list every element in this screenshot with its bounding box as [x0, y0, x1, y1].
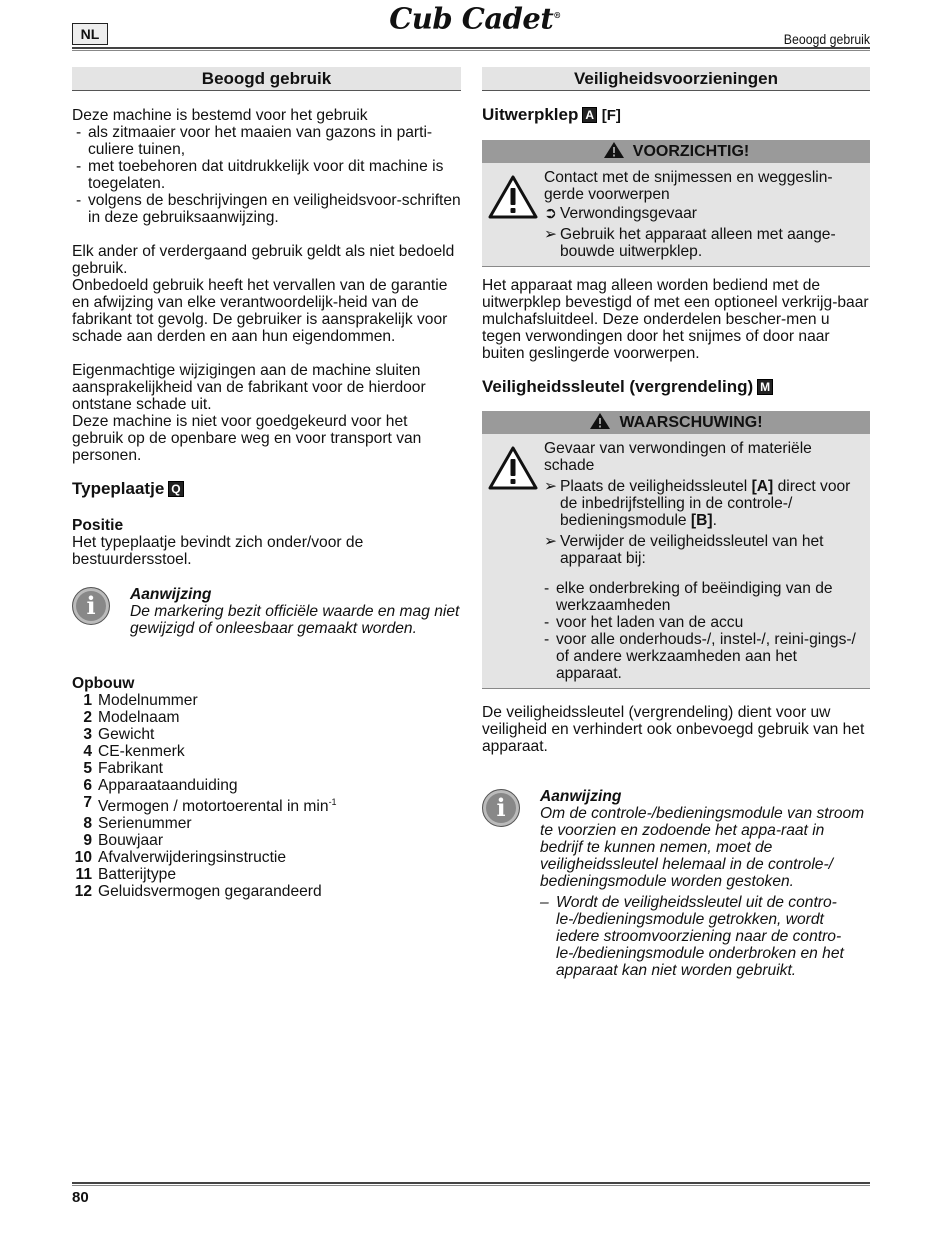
- header-rule: [72, 47, 870, 49]
- chevron-right-icon: ➢: [544, 533, 558, 550]
- list-item: 1 Modelnummer: [83, 692, 198, 709]
- header-section-title: Beoogd gebruik: [783, 31, 870, 47]
- chevron-right-icon: ➢: [544, 226, 558, 243]
- caution-box: [482, 140, 870, 267]
- warning-triangle-icon: [603, 141, 625, 159]
- caution-body: [482, 163, 870, 266]
- language-badge: NL: [72, 23, 108, 45]
- list-item: 12 Geluidsvermogen gegarandeerd: [74, 883, 322, 901]
- list-item: - als zitmaaier voor het maaien van gazons in parti-culiere tuinen,: [72, 124, 461, 158]
- typeplate-heading: Typeplaatje Q: [72, 479, 461, 499]
- warning-text: Gevaar van verwondingen of materiële schade: [544, 440, 812, 474]
- right-column: [482, 67, 870, 979]
- note-dash-item: – Wordt de veiligheidssleutel uit de contro-le-/bedieningsmodule getrokken, wordt iedere stroomvoorziening naar de contro-le-/bedieningsmodule onderbroken en het apparaat kan niet worden gebruikt.: [540, 894, 870, 979]
- note-text: Om de controle-/bedieningsmodule van stroom te voorzien en zodoende het appa-raat in bedrijf te kunnen nemen, moet de veiligheidssleutel helemaal in de controle-/ bedieningsmodule worden gestoken.: [540, 805, 865, 890]
- list-item: - met toebehoren dat uitdrukkelijk voor dit machine is toegelaten.: [72, 158, 461, 192]
- footer-rule-thin: [72, 1185, 870, 1186]
- list-item: - voor alle onderhouds-/, instel-/, reini-gings-/ of andere werkzaamheden aan het apparaat.: [544, 631, 864, 682]
- list-item: 6 Apparaataanduiding: [83, 777, 238, 794]
- position-heading: Positie: [72, 517, 124, 534]
- left-column: [72, 67, 461, 900]
- intro-text: Deze machine is bestemd voor het gebruik: [72, 107, 368, 124]
- paragraph: Eigenmachtige wijzigingen aan de machine sluiten aansprakelijkheid van de fabrikant voor de hierdoor ontstane schade uit.: [72, 362, 426, 413]
- warning-header: WAARSCHUWING!: [482, 411, 870, 434]
- warning-action: ➢ Verwijder de veiligheidssleutel van het apparaat bij:: [544, 533, 824, 567]
- paragraph: Elk ander of verdergaand gebruik geldt als niet bedoeld gebruik.: [72, 243, 455, 277]
- caution-header: VOORZICHTIG!: [482, 140, 870, 163]
- warning-sub-list: [544, 580, 864, 682]
- figure-ref-badge: Q: [168, 481, 183, 497]
- flap-text: Het apparaat mag alleen worden bediend met de uitwerpklep bevestigd of met een optioneel verkrijg-baar mulchafsluitdeel. Deze onderdelen bescher-men u tegen verwondingen door het snijmes of door naar buiten geslingerde voorwerpen.: [482, 277, 869, 362]
- info-icon: i: [482, 789, 520, 827]
- note-title: Aanwijzing: [540, 788, 622, 805]
- warning-action: ➢ Plaats de veiligheidssleutel [A] direct voor de inbedrijfstelling in de controle-/ bedieningsmodule [B].: [544, 478, 851, 529]
- list-item: 10 Afvalverwijderingsinstructie: [74, 849, 287, 867]
- section-title-safety: Veiligheidsvoorzieningen: [482, 67, 870, 91]
- structure-list: [72, 692, 461, 900]
- key-text: De veiligheidssleutel (vergrendeling) dient voor uw veiligheid en verhindert ook onbevoegd gebruik van het apparaat.: [482, 704, 865, 755]
- intended-use-list: [72, 124, 461, 226]
- warning-body: [482, 434, 870, 688]
- list-item: 9 Bouwjaar: [83, 832, 164, 850]
- section-title-intended-use: Beoogd gebruik: [72, 67, 461, 91]
- note-text: De markering bezit officiële waarde en mag niet gewijzigd of onleesbaar gemaakt worden.: [130, 603, 460, 637]
- footer-rule: [72, 1182, 870, 1184]
- note-key: [482, 788, 870, 979]
- list-item: 8 Serienummer: [83, 815, 192, 833]
- note-title: Aanwijzing: [130, 586, 212, 603]
- page-number: 80: [72, 1189, 89, 1206]
- list-item: 4 CE-kenmerk: [83, 743, 185, 760]
- warning-triangle-icon: [488, 175, 538, 219]
- key-heading: Veiligheidssleutel (vergrendeling) M: [482, 377, 870, 397]
- list-item: 11 Batterijtype: [75, 866, 177, 884]
- chevron-right-icon: ➢: [544, 478, 558, 495]
- paragraph: Deze machine is niet voor goedgekeurd voor het gebruik op de openbare weg en voor transport van personen.: [72, 413, 422, 464]
- info-icon: i: [72, 587, 110, 625]
- note-typeplate: [72, 586, 461, 637]
- structure-heading: Opbouw: [72, 675, 135, 692]
- flap-heading: Uitwerpklep A [F]: [482, 105, 621, 124]
- figure-ref-badge: A: [582, 107, 597, 123]
- list-item: - volgens de beschrijvingen en veiligheidsvoor-schriften in deze gebruiksaanwijzing.: [72, 192, 461, 226]
- caution-consequence: ➲ Verwondingsgevaar: [544, 205, 697, 222]
- position-text: Het typeplaatje bevindt zich onder/voor de bestuurdersstoel.: [72, 534, 364, 568]
- caution-action: ➢ Gebruik het apparaat alleen met aange-bouwde uitwerpklep.: [544, 226, 836, 260]
- list-item: 3 Gewicht: [83, 726, 155, 743]
- warning-triangle-icon: [589, 412, 611, 430]
- list-item: - voor het laden van de accu: [544, 614, 864, 631]
- list-item: 7 Vermogen / motortoerental in $\min^{-1}$: [83, 794, 337, 816]
- figure-ref-badge: M: [757, 379, 773, 395]
- arrow-right-icon: ➲: [544, 205, 558, 222]
- brand-logo: Cub Cadet®: [389, 1, 561, 36]
- warning-triangle-icon: [488, 446, 538, 490]
- caution-text: Contact met de snijmessen en weggeslin-gerde voorwerpen: [544, 169, 833, 203]
- list-item: 2 Modelnaam: [83, 709, 180, 726]
- list-item: 5 Fabrikant: [83, 760, 164, 777]
- list-item: - elke onderbreking of beëindiging van de werkzaamheden: [544, 580, 864, 614]
- warning-box: [482, 411, 870, 689]
- header-rule-thin: [72, 50, 870, 51]
- paragraph: Onbedoeld gebruik heeft het vervallen van de garantie en afwijzing van elke verantwoordelijk-heid van de fabrikant tot gevolg. De gebruiker is aansprakelijk voor schade aan derden en aan hun eigendommen.: [72, 277, 448, 345]
